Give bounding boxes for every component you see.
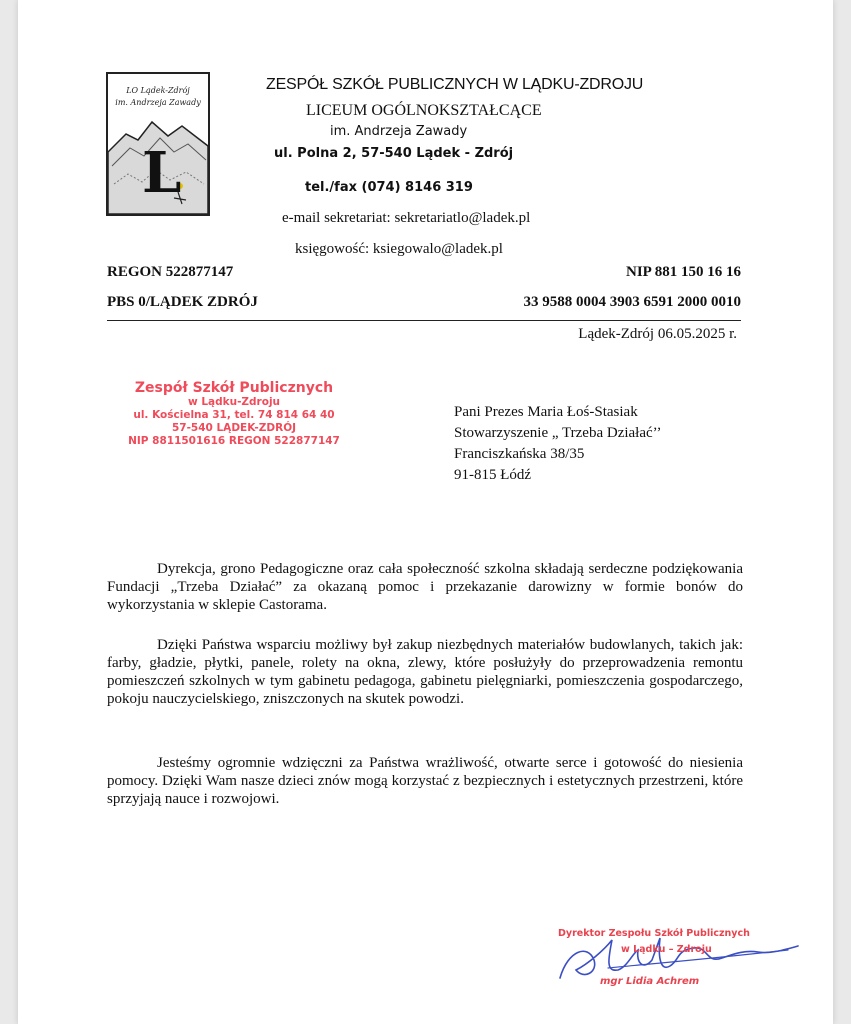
- letter-page: [18, 0, 833, 1024]
- logo-caption-line2: im. Andrzeja Zawady: [115, 98, 201, 107]
- school-logo: [106, 72, 210, 216]
- header-divider: [107, 320, 741, 321]
- bank-name: PBS 0/LĄDEK ZDRÓJ: [107, 294, 258, 310]
- stamp-line5: NIP 8811501616 REGON 522877147: [128, 435, 340, 447]
- nip: NIP 881 150 16 16: [625, 264, 741, 280]
- bank-account: 33 9588 0004 3903 6591 2000 0010: [523, 294, 741, 310]
- body-paragraph-2: Dzięki Państwa wsparciu możliwy był zakup niezbędnych materiałów budowlanych, takich jak: farby, gładzie, płytki, panele, rolety na okna, zlewy, które posłużyły do przeprowadzenia remontu pomieszczeń szkolnych w tym gabinetu pedagoga, gabinetu pielęgniarki, pomieszczenia gospodarczego, pokoju nauczycielskiego, zniszczonych na skutek powodzi.: [107, 637, 743, 707]
- signature-stamp-line1: Dyrektor Zespołu Szkół Publicznych: [558, 928, 750, 939]
- addressee-org: Stowarzyszenie „ Trzeba Działać’’: [454, 425, 662, 441]
- stamp-line3: ul. Kościelna 31, tel. 74 814 64 40: [133, 409, 335, 421]
- addressee-block: [454, 402, 662, 486]
- registry-row-2: [107, 294, 741, 311]
- signature-stamp-line3: mgr Lidia Achrem: [600, 976, 700, 987]
- body-paragraph-1: Dyrekcja, grono Pedagogiczne oraz cała społeczność szkolna składają serdeczne podziękowania Fundacji „Trzeba Działać” za okazaną pomoc i przekazanie darowizny w formie bonów do wykorzystania w sklepie Castorama.: [107, 561, 743, 613]
- body-paragraph-3: Jesteśmy ogromnie wdzięczni za Państwa wrażliwość, otwarte serce i gotowość do niesienia pomocy. Dzięki Wam nasze dzieci znów mogą korzystać z bezpiecznych i estetycznych przestrzeni, które sprzyjają nauce i rozwojowi.: [107, 755, 743, 807]
- regon: REGON 522877147: [107, 264, 234, 280]
- addressee-street: Franciszkańska 38/35: [454, 446, 585, 462]
- school-patron: im. Andrzeja Zawady: [330, 124, 468, 139]
- school-phone: tel./fax (074) 8146 319: [305, 180, 473, 195]
- stamp-line4: 57-540 LĄDEK-ZDRÓJ: [171, 422, 297, 434]
- school-address: ul. Polna 2, 57-540 Lądek - Zdrój: [274, 146, 514, 161]
- school-stamp: [114, 380, 354, 448]
- addressee-name: Pani Prezes Maria Łoś-Stasiak: [454, 404, 638, 420]
- school-name: ZESPÓŁ SZKÓŁ PUBLICZNYCH W LĄDKU-ZDROJU: [266, 76, 644, 93]
- liceum-name: LICEUM OGÓLNOKSZTAŁCĄCE: [306, 102, 542, 119]
- addressee-city: 91-815 Łódź: [454, 467, 532, 483]
- accounting-email: księgowość: ksiegowalo@ladek.pl: [295, 241, 503, 257]
- logo-letter: L: [142, 140, 182, 206]
- letter-date: Lądek-Zdrój 06.05.2025 r.: [578, 326, 737, 342]
- secretariat-email: e-mail sekretariat: sekretariatlo@ladek.pl: [282, 210, 531, 226]
- stamp-line2: w Lądku-Zdroju: [187, 396, 281, 408]
- signature-stamp-line2: w Lądku – Zdroju: [621, 944, 712, 955]
- stamp-line1: Zespół Szkół Publicznych: [134, 380, 334, 396]
- logo-caption-line1: LO Lądek-Zdrój: [126, 86, 190, 95]
- registry-row-1: [107, 264, 741, 281]
